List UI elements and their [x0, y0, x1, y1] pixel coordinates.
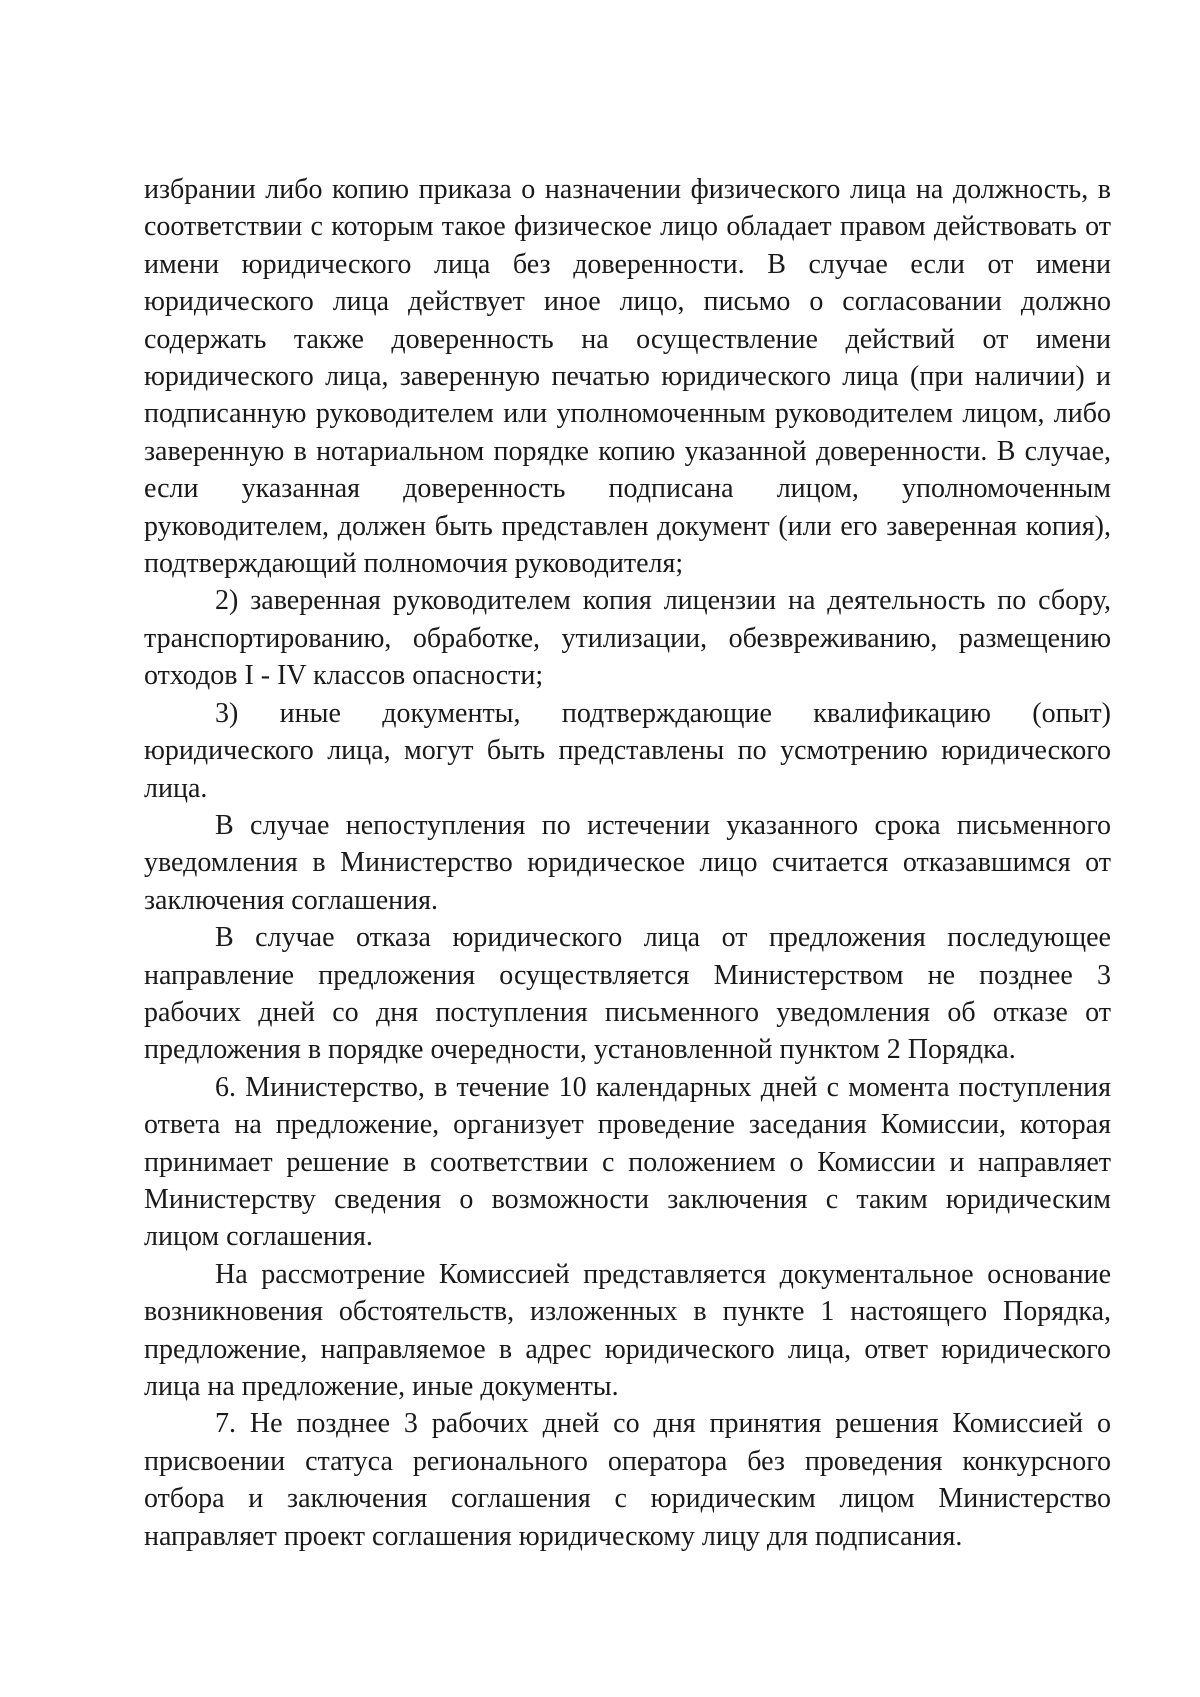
paragraph-section-7: 7. Не позднее 3 рабочих дней со дня принятия решения Комиссией о присвоении статуса регионального оператора без проведения конкурсного отбора и заключения соглашения с юридическим лицом Министерство направляет проект соглашения юридическому лицу для подписания. — [144, 1408, 1111, 1552]
document-body — [144, 171, 1111, 1555]
paragraph-non-receipt: В случае непоступления по истечении указанного срока письменного уведомления в Министерство юридическое лицо считается отказавшимся от заключения соглашения. — [144, 809, 1111, 916]
paragraph-section-6: 6. Министерство, в течение 10 календарных дней с момента поступления ответа на предложение, организует проведение заседания Комиссии, которая принимает решение в соответствии с положением о Комиссии и направляет Министерству сведения о возможности заключения с таким юридическим лицом соглашения. — [144, 1071, 1111, 1253]
paragraph-item-2: 2) заверенная руководителем копия лицензии на деятельность по сбору, транспортированию, обработке, утилизации, обезвреживанию, размещению отходов I - IV классов опасности; — [144, 585, 1111, 692]
paragraph-refusal: В случае отказа юридического лица от предложения последующее направление предложения осуществляется Министерством не позднее 3 рабочих дней со дня поступления письменного уведомления об отказе от предложения в порядке очередности, установленной пунктом 2 Порядка. — [144, 922, 1111, 1066]
paragraph-item-3: 3) иные документы, подтверждающие квалификацию (опыт) юридического лица, могут быть представлены по усмотрению юридического лица. — [144, 697, 1111, 804]
paragraph-commission-review: На рассмотрение Комиссией представляется документальное основание возникновения обстоятельств, изложенных в пункте 1 настоящего Порядка, предложение, направляемое в адрес юридического лица, ответ юридического лица на предложение, иные документы. — [144, 1258, 1111, 1402]
paragraph-continuation: избрании либо копию приказа о назначении физического лица на должность, в соответствии с которым такое физическое лицо обладает правом действовать от имени юридического лица без доверенности. В случае если от имени юридического лица действует иное лицо, письмо о согласовании должно содержать также доверенность на осуществление действий от имени юридического лица, заверенную печатью юридического лица (при наличии) и подписанную руководителем или уполномоченным руководителем лицом, либо заверенную в нотариальном порядке копию указанной доверенности. В случае, если указанная доверенность подписана лицом, уполномоченным руководителем, должен быть представлен документ (или его заверенная копия), подтверждающий полномочия руководителя; — [144, 174, 1111, 580]
